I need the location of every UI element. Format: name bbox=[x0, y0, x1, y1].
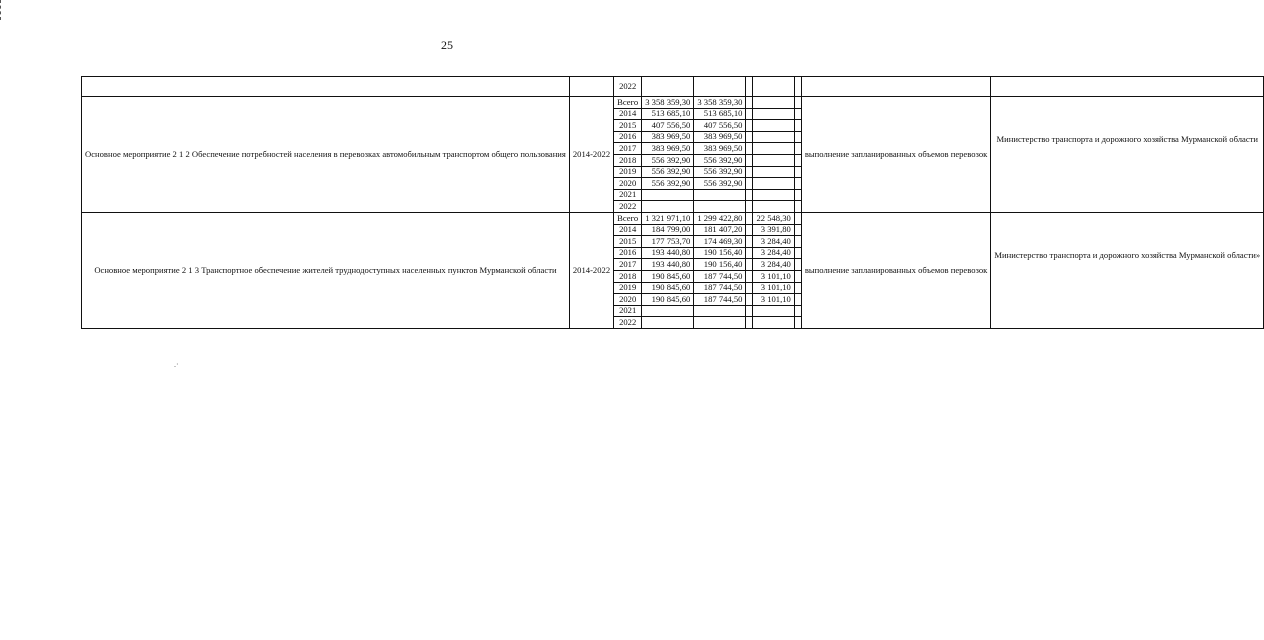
table-cell bbox=[746, 166, 753, 178]
amount-extra-cell bbox=[753, 131, 794, 143]
amount-regional-cell: 187 744,50 bbox=[694, 282, 746, 294]
table-cell bbox=[794, 294, 801, 306]
table-cell bbox=[794, 77, 801, 97]
amount-extra-cell bbox=[753, 166, 794, 178]
table-cell bbox=[746, 236, 753, 248]
amount-total-cell: 556 392,90 bbox=[642, 166, 694, 178]
table-cell bbox=[794, 143, 801, 155]
amount-total-cell: 383 969,50 bbox=[642, 131, 694, 143]
year-cell: 2019 bbox=[614, 166, 642, 178]
amount-regional-cell: 190 156,40 bbox=[694, 247, 746, 259]
table-cell bbox=[746, 120, 753, 132]
amount-total-cell: 383 969,50 bbox=[642, 143, 694, 155]
table-cell bbox=[642, 77, 694, 97]
year-cell: 2016 bbox=[614, 131, 642, 143]
amount-extra-cell: 3 284,40 bbox=[753, 247, 794, 259]
table-cell bbox=[82, 77, 570, 97]
activity-name-cell: Основное мероприятие 2 1 3 Транспортное обеспечение жителей труднодоступных населенных пунктов Мурманской области bbox=[82, 212, 570, 328]
table-cell bbox=[794, 131, 801, 143]
table-cell bbox=[794, 212, 801, 224]
indicator-cell: выполнение запланированных объемов перевозок bbox=[801, 212, 991, 328]
table-cell bbox=[794, 236, 801, 248]
table-cell bbox=[991, 77, 1264, 97]
amount-extra-cell bbox=[753, 154, 794, 166]
executor-cell: Министерство транспорта и дорожного хозяйства Мурманской области bbox=[991, 97, 1264, 213]
year-cell: 2018 bbox=[614, 154, 642, 166]
table-cell bbox=[794, 189, 801, 201]
year-cell: 2015 bbox=[614, 120, 642, 132]
table-cell bbox=[746, 282, 753, 294]
amount-regional-cell: 556 392,90 bbox=[694, 178, 746, 190]
table-cell bbox=[746, 178, 753, 190]
year-cell: 2022 bbox=[614, 317, 642, 329]
amount-regional-cell: 190 156,40 bbox=[694, 259, 746, 271]
year-cell: 2021 bbox=[614, 189, 642, 201]
year-cell: Всего bbox=[614, 212, 642, 224]
amount-total-cell: 193 440,80 bbox=[642, 247, 694, 259]
table-cell bbox=[794, 247, 801, 259]
table-cell bbox=[794, 108, 801, 120]
year-cell: 2018 bbox=[614, 270, 642, 282]
amount-total-cell: 177 753,70 bbox=[642, 236, 694, 248]
amount-regional-cell bbox=[694, 305, 746, 317]
table-cell bbox=[746, 201, 753, 213]
amount-extra-cell bbox=[753, 97, 794, 109]
scan-artifact: .· bbox=[174, 360, 179, 369]
amount-total-cell: 190 845,60 bbox=[642, 282, 694, 294]
amount-extra-cell: 3 101,10 bbox=[753, 294, 794, 306]
table-cell bbox=[746, 270, 753, 282]
table-cell bbox=[694, 77, 746, 97]
table-row bbox=[82, 97, 1264, 109]
amount-extra-cell bbox=[753, 178, 794, 190]
amount-total-cell: 556 392,90 bbox=[642, 178, 694, 190]
activity-name-cell: Основное мероприятие 2 1 2 Обеспечение потребностей населения в перевозках автомобильным транспортом общего пользования bbox=[82, 97, 570, 213]
table-cell bbox=[746, 189, 753, 201]
table-cell bbox=[794, 178, 801, 190]
amount-extra-cell bbox=[753, 189, 794, 201]
amount-total-cell: 407 556,50 bbox=[642, 120, 694, 132]
amount-extra-cell: 3 391,80 bbox=[753, 224, 794, 236]
page-number: 25 bbox=[441, 38, 453, 52]
year-cell: 2016 bbox=[614, 247, 642, 259]
table-cell bbox=[746, 259, 753, 271]
amount-extra-cell bbox=[753, 120, 794, 132]
table-cell bbox=[794, 97, 801, 109]
table-cell bbox=[753, 77, 794, 97]
table-cell bbox=[746, 143, 753, 155]
amount-total-cell bbox=[642, 317, 694, 329]
amount-total-cell: 184 799,00 bbox=[642, 224, 694, 236]
year-cell: 2021 bbox=[614, 305, 642, 317]
amount-regional-cell: 3 358 359,30 bbox=[694, 97, 746, 109]
amount-regional-cell bbox=[694, 189, 746, 201]
amount-extra-cell bbox=[753, 305, 794, 317]
table-cell bbox=[794, 201, 801, 213]
table-cell bbox=[794, 154, 801, 166]
year-cell: 2015 bbox=[614, 236, 642, 248]
amount-regional-cell: 383 969,50 bbox=[694, 143, 746, 155]
table-cell bbox=[746, 77, 753, 97]
amount-extra-cell: 3 101,10 bbox=[753, 270, 794, 282]
amount-extra-cell: 3 101,10 bbox=[753, 282, 794, 294]
amount-total-cell: 1 321 971,10 bbox=[642, 212, 694, 224]
year-cell: 2020 bbox=[614, 178, 642, 190]
amount-regional-cell: 174 469,30 bbox=[694, 236, 746, 248]
table-cell bbox=[794, 120, 801, 132]
amount-total-cell: 193 440,80 bbox=[642, 259, 694, 271]
table-row-top bbox=[82, 77, 1264, 97]
amount-regional-cell: 181 407,20 bbox=[694, 224, 746, 236]
table-cell bbox=[746, 224, 753, 236]
table-row bbox=[82, 212, 1264, 224]
amount-regional-cell: 187 744,50 bbox=[694, 294, 746, 306]
amount-regional-cell: 556 392,90 bbox=[694, 154, 746, 166]
amount-total-cell: 3 358 359,30 bbox=[642, 97, 694, 109]
period-cell: 2014-2022 bbox=[569, 212, 613, 328]
year-cell: 2022 bbox=[614, 77, 642, 97]
table-cell bbox=[569, 77, 613, 97]
table-cell bbox=[746, 247, 753, 259]
table-cell bbox=[746, 294, 753, 306]
year-cell: 2014 bbox=[614, 224, 642, 236]
year-cell: 2020 bbox=[614, 294, 642, 306]
amount-total-cell: 190 845,60 bbox=[642, 270, 694, 282]
year-cell: 2017 bbox=[614, 259, 642, 271]
amount-extra-cell: 3 284,40 bbox=[753, 259, 794, 271]
year-cell: 2014 bbox=[614, 108, 642, 120]
amount-total-cell bbox=[642, 201, 694, 213]
table-cell bbox=[746, 154, 753, 166]
period-cell: 2014-2022 bbox=[569, 97, 613, 213]
indicator-cell: выполнение запланированных объемов перевозок bbox=[801, 97, 991, 213]
table-cell bbox=[746, 212, 753, 224]
year-cell: 2019 bbox=[614, 282, 642, 294]
amount-extra-cell bbox=[753, 108, 794, 120]
table-cell bbox=[794, 305, 801, 317]
table-cell bbox=[794, 259, 801, 271]
amount-total-cell: 190 845,60 bbox=[642, 294, 694, 306]
table-cell bbox=[746, 317, 753, 329]
table-cell bbox=[801, 77, 991, 97]
table-cell bbox=[746, 108, 753, 120]
amount-total-cell bbox=[642, 305, 694, 317]
amount-extra-cell bbox=[753, 143, 794, 155]
year-cell: 2017 bbox=[614, 143, 642, 155]
amount-total-cell: 556 392,90 bbox=[642, 154, 694, 166]
executor-cell: Министерство транспорта и дорожного хозяйства Мурманской области» bbox=[991, 212, 1264, 328]
scan-edge-mark bbox=[0, 0, 3, 20]
amount-regional-cell: 383 969,50 bbox=[694, 131, 746, 143]
table-cell bbox=[794, 270, 801, 282]
amount-regional-cell bbox=[694, 317, 746, 329]
amount-regional-cell: 1 299 422,80 bbox=[694, 212, 746, 224]
amount-regional-cell: 556 392,90 bbox=[694, 166, 746, 178]
amount-regional-cell: 513 685,10 bbox=[694, 108, 746, 120]
table-cell bbox=[794, 166, 801, 178]
year-cell: Всего bbox=[614, 97, 642, 109]
program-table bbox=[81, 76, 1264, 329]
amount-regional-cell: 187 744,50 bbox=[694, 270, 746, 282]
amount-regional-cell: 407 556,50 bbox=[694, 120, 746, 132]
table-cell bbox=[794, 317, 801, 329]
amount-extra-cell: 22 548,30 bbox=[753, 212, 794, 224]
table-cell bbox=[794, 224, 801, 236]
amount-regional-cell bbox=[694, 201, 746, 213]
amount-total-cell bbox=[642, 189, 694, 201]
table-body bbox=[82, 77, 1264, 329]
amount-extra-cell bbox=[753, 317, 794, 329]
year-cell: 2022 bbox=[614, 201, 642, 213]
amount-total-cell: 513 685,10 bbox=[642, 108, 694, 120]
table-cell bbox=[746, 131, 753, 143]
amount-extra-cell bbox=[753, 201, 794, 213]
table-cell bbox=[794, 282, 801, 294]
table-cell bbox=[746, 97, 753, 109]
amount-extra-cell: 3 284,40 bbox=[753, 236, 794, 248]
table-cell bbox=[746, 305, 753, 317]
